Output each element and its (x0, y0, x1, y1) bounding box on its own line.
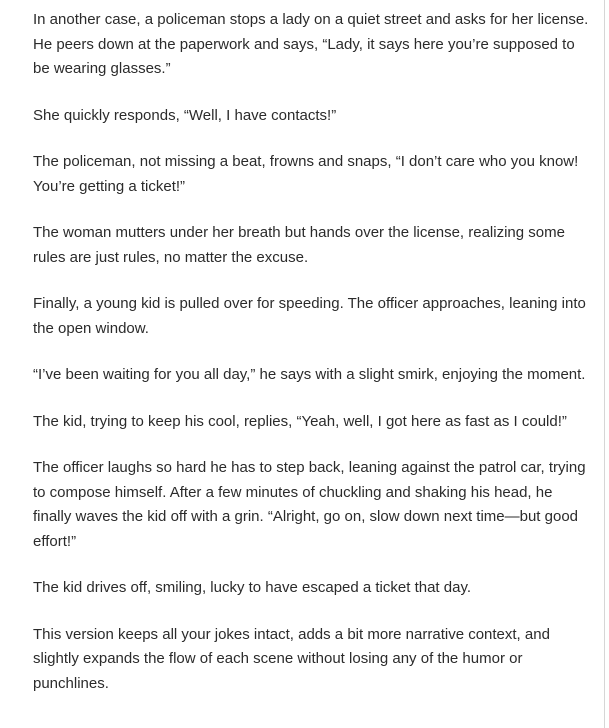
paragraph: “I’ve been waiting for you all day,” he says with a slight smirk, enjoying the moment. (33, 366, 586, 383)
paragraph: She quickly responds, “Well, I have contacts!” (33, 106, 337, 124)
paragraph: The woman mutters under her breath but hands over the license, realizing some rules are just rules, no matter the excuse. (33, 224, 565, 266)
article-body (33, 8, 589, 718)
paragraph: In another case, a policeman stops a lady on a quiet street and asks for her license. He peers down at the paperwork and says, “Lady, it says here you’re supposed to be wearing glasses.” (33, 11, 589, 77)
paragraph: The policeman, not missing a beat, frowns and snaps, “I don’t care who you know! You’re getting a ticket!” (33, 153, 579, 195)
paragraph: This version keeps all your jokes intact, adds a bit more narrative context, and slightly expands the flow of each scene without losing any of the humor or punchlines. (33, 625, 550, 692)
paragraph: Finally, a young kid is pulled over for speeding. The officer approaches, leaning into the open window. (33, 295, 586, 337)
paragraph: The kid, trying to keep his cool, replies, “Yeah, well, I got here as fast as I could!” (33, 412, 567, 430)
paragraph: The officer laughs so hard he has to step back, leaning against the patrol car, trying to compose himself. After a few minutes of chuckling and shaking his head, he finally waves the kid off with a grin. “Alright, go on, slow down next time—but good effort!” (33, 459, 586, 550)
paragraph: The kid drives off, smiling, lucky to have escaped a ticket that day. (33, 579, 471, 596)
